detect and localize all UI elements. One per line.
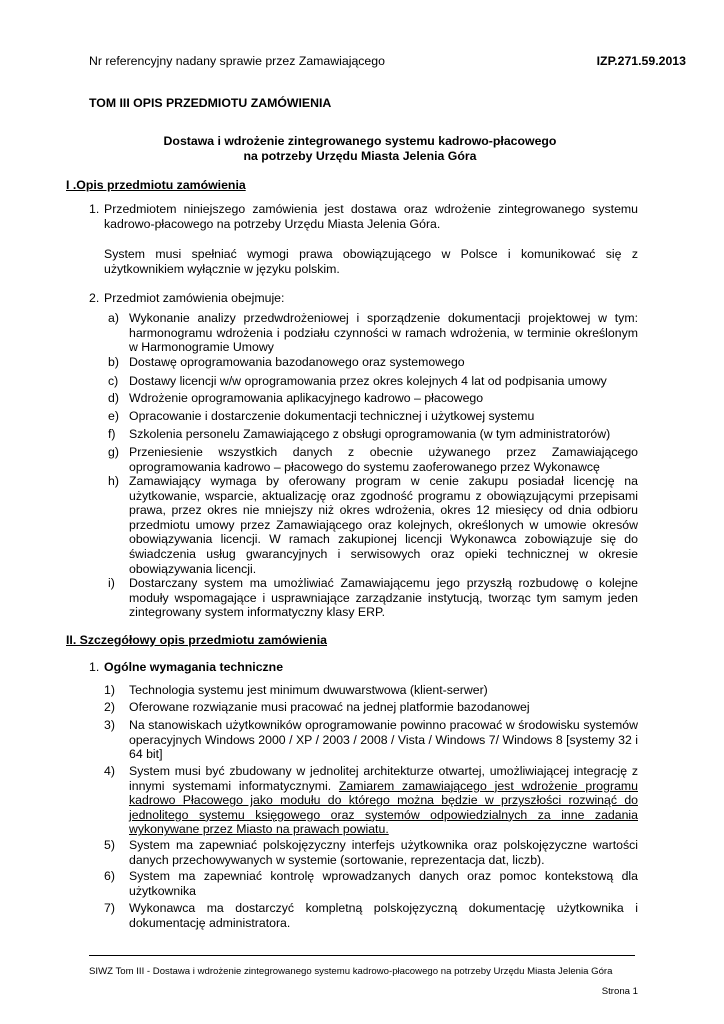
requirement-text: System ma zapewniać kontrolę wprowadzanych danych oraz pomoc kontekstową dla użytkownika [129, 869, 638, 898]
subitem-text: Opracowanie i dostarczenie dokumentacji technicznej i użytkowej systemu [129, 409, 535, 423]
item-number: 1. [89, 202, 100, 216]
subitem-letter: e) [108, 409, 119, 423]
reference-number: IZP.271.59.2013 [596, 54, 686, 68]
requirement-text [129, 764, 638, 837]
subitem-text: Dostawy licencji w/w oprogramowania przez okres kolejnych 4 lat od podpisania umowy [129, 374, 607, 388]
subitem-letter: i) [108, 576, 115, 590]
subitem-letter: b) [108, 355, 119, 369]
reference-label: Nr referencyjny nadany sprawie przez Zamawiającego [89, 54, 385, 68]
requirement-text: Na stanowiskach użytkowników oprogramowanie powinno pracować w środowisku systemów operacyjnych Windows 2000 / XP / 2003 / 2008 / Vista / Windows 7/ Windows 8 [systemy 32 i 64 bit] [129, 718, 638, 762]
requirement-number: 4) [104, 764, 115, 778]
requirement-plain-text: System musi być zbudowany w jednolitej architekturze otwartej, umożliwiającej integrację z innymi systemami informatycznymi. [129, 764, 638, 793]
document-subtitle [60, 134, 660, 164]
requirement-number: 1) [104, 683, 115, 697]
footer-divider [89, 955, 635, 956]
requirement-number: 7) [104, 901, 115, 915]
subitem-text: Wykonanie analizy przedwdrożeniowej i sporządzenie dokumentacji projektowej w tym: harmonogramu wdrożenia i podziału czynności w ramach wdrożenia, w terminie określonym w Harmonogramie Umowy [129, 311, 638, 355]
tom-title: TOM III OPIS PRZEDMIOTU ZAMÓWIENIA [89, 96, 332, 110]
requirement-text: System ma zapewniać polskojęzyczny interfejs użytkownika oraz polskojęzyczne wartości danych przechowywanych w systemie (sortowanie, reprezentacja dat, liczb). [129, 838, 638, 867]
subsection-title: Ogólne wymagania techniczne [104, 660, 284, 674]
subtitle-line-1: Dostawa i wdrożenie zintegrowanego systemu kadrowo-płacowego [163, 134, 557, 148]
item-number: 2. [89, 291, 100, 305]
requirement-text: Wykonawca ma dostarczyć kompletną polskojęzyczną dokumentację użytkownika i dokumentację administratora. [129, 901, 638, 930]
subitem-text: Dostawę oprogramowania bazodanowego oraz systemowego [129, 355, 465, 369]
subitem-letter: c) [108, 374, 119, 388]
subitem-letter: g) [108, 445, 119, 459]
requirement-text: Oferowane rozwiązanie musi pracować na jednej platformie bazodanowej [129, 700, 530, 714]
requirement-number: 6) [104, 869, 115, 883]
item-1-paragraph-2: System musi spełniać wymogi prawa obowiązującego w Polsce i komunikować się z użytkownikiem wyłącznie w języku polskim. [104, 247, 638, 276]
subitem-text: Dostarczany system ma umożliwiać Zamawiającemu jego przyszłą rozbudowę o kolejne moduły wspomagające i usprawniające zarządzanie instytucją, tworząc tym samym jeden zintegrowany system informatyczny klasy ERP. [129, 576, 638, 620]
item-1-text: Przedmiotem niniejszego zamówienia jest dostawa oraz wdrożenie zintegrowanego systemu kadrowo-płacowego na potrzeby Urzędu Miasta Jelenia Góra. [104, 202, 638, 231]
subitem-letter: d) [108, 391, 119, 405]
requirement-number: 3) [104, 718, 115, 732]
subsection-number: 1. [89, 660, 100, 674]
footer-text: SIWZ Tom III - Dostawa i wdrożenie zintegrowanego systemu kadrowo-płacowego na potrzeby Urzędu Miasta Jelenia Góra [89, 966, 613, 977]
subtitle-line-2: na potrzeby Urzędu Miasta Jelenia Góra [243, 149, 477, 163]
subitem-text: Szkolenia personelu Zamawiającego z obsługi oprogramowania (w tym administratorów) [129, 427, 611, 441]
page-number: Strona 1 [601, 986, 638, 997]
subitem-letter: h) [108, 474, 119, 488]
requirement-number: 2) [104, 700, 115, 714]
subitem-text: Zamawiający wymaga by oferowany program w cenie zakupu posiadał licencję na użytkowanie, wsparcie, aktualizację oraz zgodność programu z obowiązującymi przepisami prawa, przez okres nie mniejszy niż okres wdrożenia, okres 12 miesięcy od dnia odbioru przedmiotu umowy przez Zamawiającego oraz kolejnych, określonych w umowie okresów obowiązywania licencji. W ramach zakupionej licencji Wykonawca zobowiązuje się do świadczenia usług gwarancyjnych i serwisowych oraz opieki technicznej w okresie obowiązywania licencji. [129, 474, 638, 576]
subitem-letter: f) [108, 427, 116, 441]
subitem-text: Wdrożenie oprogramowania aplikacyjnego kadrowo – płacowego [129, 391, 484, 405]
requirement-number: 5) [104, 838, 115, 852]
item-2-text: Przedmiot zamówienia obejmuje: [104, 291, 285, 305]
section-2-heading: II. Szczegółowy opis przedmiotu zamówienia [66, 633, 328, 647]
section-1-heading: I .Opis przedmiotu zamówienia [66, 178, 246, 192]
requirement-underlined-text: Zamiarem zamawiającego jest wdrożenie programu kadrowo Płacowego jako modułu do którego można będzie w przyszłości rozwinąć do jednolitego systemu księgowego oraz systemów odpowiedzialnych za inne zadania wykonywane przez Miasto na prawach powiatu. [129, 778, 638, 837]
requirement-text: Technologia systemu jest minimum dwuwarstwowa (klient-serwer) [129, 683, 488, 697]
subitem-text: Przeniesienie wszystkich danych z obecnie używanego przez Zamawiającego oprogramowania kadrowo – płacowego do systemu zaoferowanego przez Wykonawcę [129, 445, 638, 474]
subitem-letter: a) [108, 311, 119, 325]
